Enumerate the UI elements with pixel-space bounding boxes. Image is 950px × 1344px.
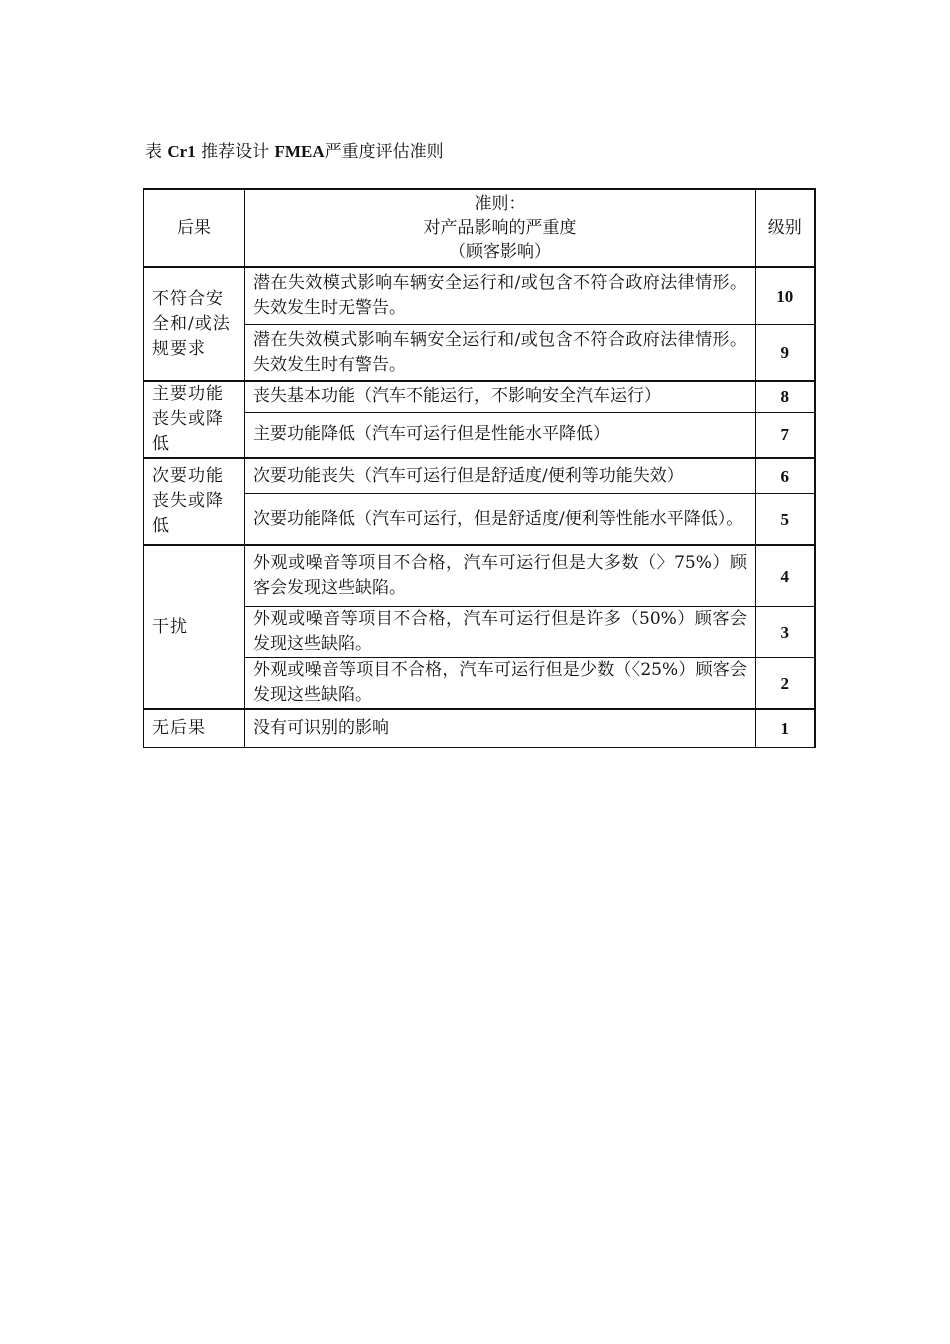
table-row (144, 494, 815, 546)
header-criteria-line-2: 对产品影响的严重度 (423, 218, 577, 238)
rank-cell: 6 (756, 458, 815, 494)
table-row (144, 607, 815, 658)
table-row (144, 545, 815, 607)
criteria-cell: 丧失基本功能（汽车不能运行，不影响安全汽车运行） (245, 381, 756, 412)
effect-cell: 主要功能丧失或降低 (144, 381, 245, 458)
table-row (144, 458, 815, 494)
criteria-cell: 潜在失效模式影响车辆安全运行和/或包含不符合政府法律情形。失效发生时有警告。 (245, 325, 756, 382)
header-criteria (245, 189, 756, 267)
header-criteria-line-3: （顾客影响） (449, 242, 551, 262)
rank-cell: 8 (756, 381, 815, 412)
table-row (144, 381, 815, 412)
criteria-cell: 外观或噪音等项目不合格，汽车可运行但是少数（〈25%）顾客会发现这些缺陷。 (245, 658, 756, 710)
rank-cell: 5 (756, 494, 815, 546)
caption-title-part-a: 推荐设计 (201, 142, 270, 162)
severity-criteria-table (143, 188, 816, 748)
criteria-cell: 潜在失效模式影响车辆安全运行和/或包含不符合政府法律情形。失效发生时无警告。 (245, 267, 756, 325)
caption-title-part-c: 严重度评估准则 (324, 142, 444, 162)
rank-cell: 2 (756, 658, 815, 710)
criteria-cell: 次要功能丧失（汽车可运行但是舒适度/便利等功能失效） (245, 458, 756, 494)
rank-cell: 1 (756, 709, 815, 748)
effect-cell: 无后果 (144, 709, 245, 748)
caption-table-number: Cr1 (167, 142, 196, 161)
effect-cell: 不符合安全和/或法规要求 (144, 267, 245, 381)
table-row (144, 325, 815, 382)
criteria-cell: 外观或噪音等项目不合格，汽车可运行但是许多（50%）顾客会发现这些缺陷。 (245, 607, 756, 658)
header-effect: 后果 (144, 189, 245, 267)
criteria-cell: 外观或噪音等项目不合格，汽车可运行但是大多数（〉75%）顾客会发现这些缺陷。 (245, 545, 756, 607)
table-row (144, 412, 815, 458)
table-row (144, 658, 815, 710)
table-row (144, 709, 815, 748)
rank-cell: 7 (756, 412, 815, 458)
rank-cell: 4 (756, 545, 815, 607)
table-caption (145, 140, 444, 164)
rank-cell: 3 (756, 607, 815, 658)
criteria-cell: 主要功能降低（汽车可运行但是性能水平降低） (245, 412, 756, 458)
effect-cell: 次要功能丧失或降低 (144, 458, 245, 545)
header-rank: 级别 (756, 189, 815, 267)
caption-prefix: 表 (145, 142, 162, 162)
table-row (144, 267, 815, 325)
table-header-row (144, 189, 815, 267)
criteria-cell: 次要功能降低（汽车可运行，但是舒适度/便利等性能水平降低）。 (245, 494, 756, 546)
caption-title-fmea: FMEA (274, 142, 325, 161)
rank-cell: 10 (756, 267, 815, 325)
effect-cell: 干扰 (144, 545, 245, 709)
criteria-cell: 没有可识别的影响 (245, 709, 756, 748)
rank-cell: 9 (756, 325, 815, 382)
header-criteria-line-1: 准则： (474, 194, 526, 214)
